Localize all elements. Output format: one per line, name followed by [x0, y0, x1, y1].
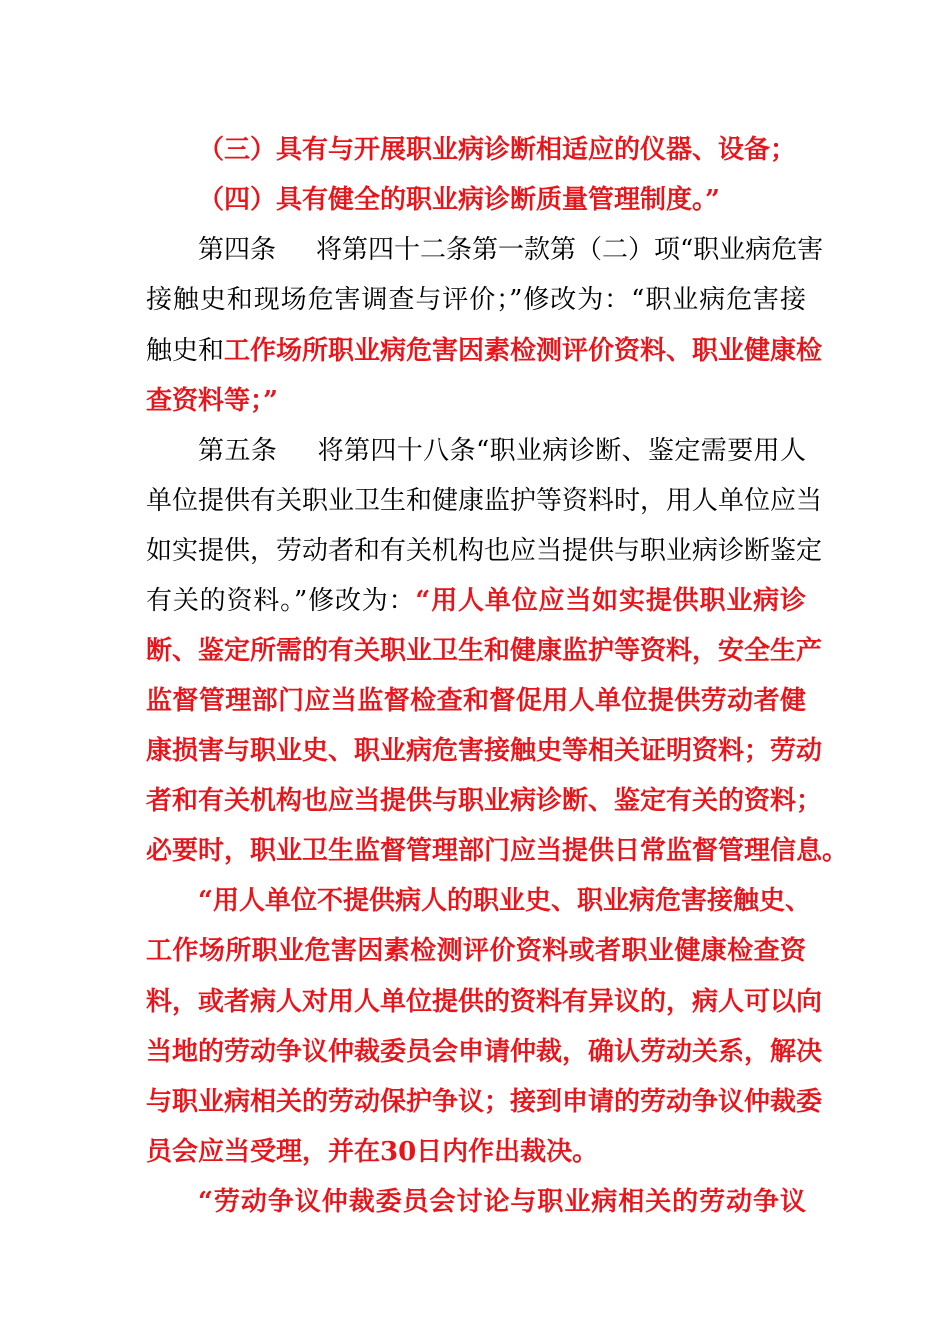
paragraph-line: [146, 683, 806, 719]
paragraph-line: [146, 1084, 823, 1120]
paragraph-line: [198, 883, 811, 919]
red-text: 康损害与职业史、职业病危害接触史等相关证明资料；劳动: [146, 736, 823, 766]
body-text: 如实提供，劳动者和有关机构也应当提供与职业病诊断鉴定: [146, 536, 823, 566]
body-text: 将第四十二条第一款第（二）项“职业病危害: [316, 235, 824, 265]
red-text: （四）具有健全的职业病诊断质量管理制度。”: [198, 185, 720, 215]
red-text: 查资料等；”: [146, 386, 278, 416]
paragraph-line: [146, 933, 806, 969]
red-text: 断、鉴定所需的有关职业卫生和健康监护等资料，安全生产: [146, 636, 823, 666]
red-text: 者和有关机构也应当提供与职业病诊断、鉴定有关的资料；: [146, 786, 823, 816]
paragraph-line: [146, 583, 806, 619]
red-text: 与职业病相关的劳动保护争议；接到申请的劳动争议仲裁委: [146, 1087, 823, 1117]
red-text: “劳动争议仲裁委员会讨论与职业病相关的劳动争议: [198, 1187, 806, 1217]
red-text: 必要时，职业卫生监督管理部门应当提供日常监督管理信息。: [146, 836, 849, 866]
paragraph-line: [198, 182, 806, 218]
paragraph-line: [146, 984, 823, 1020]
paragraph-line: [146, 733, 823, 769]
red-text: 当地的劳动争议仲裁委员会申请仲裁，确认劳动关系，解决: [146, 1037, 823, 1067]
paragraph-line: [146, 483, 823, 519]
paragraph-line: [146, 333, 823, 369]
paragraph-line: [146, 783, 823, 819]
body-text: 接触史和现场危害调查与评价；”修改为：“职业病危害接: [146, 285, 806, 315]
red-text: 工作场所职业危害因素检测评价资料或者职业健康检查资: [146, 936, 806, 966]
red-text: “用人单位应当如实提供职业病诊: [415, 586, 806, 616]
paragraph-line: [146, 1034, 823, 1070]
red-text: 料，或者病人对用人单位提供的资料有异议的，病人可以向: [146, 987, 823, 1017]
red-text: 员会应当受理，并在30日内作出裁决。: [146, 1137, 599, 1167]
body-text: 有关的资料。”修改为：: [146, 586, 416, 616]
paragraph-line: [198, 1184, 806, 1220]
red-text: 监督管理部门应当监督检查和督促用人单位提供劳动者健: [146, 686, 806, 716]
article-number: 第五条: [198, 436, 278, 466]
paragraph-line: [146, 833, 849, 869]
paragraph-line: [146, 533, 823, 569]
red-text: （三）具有与开展职业病诊断相适应的仪器、设备；: [198, 135, 797, 165]
article-5-heading-line: [198, 433, 806, 469]
paragraph-line: [146, 383, 806, 419]
body-text: 将第四十八条“职业病诊断、鉴定需要用人: [317, 436, 806, 466]
body-text: 触史和: [146, 336, 225, 366]
paragraph-line: [146, 1134, 806, 1170]
body-text: 单位提供有关职业卫生和健康监护等资料时，用人单位应当: [146, 486, 823, 516]
paragraph-line: [146, 633, 823, 669]
paragraph-line: [146, 282, 806, 318]
article-4-heading-line: [198, 232, 824, 268]
red-text: 工作场所职业病危害因素检测评价资料、职业健康检: [224, 336, 823, 366]
red-text: “用人单位不提供病人的职业史、职业病危害接触史、: [198, 886, 811, 916]
paragraph-line: [198, 132, 806, 168]
article-number: 第四条: [198, 235, 277, 265]
